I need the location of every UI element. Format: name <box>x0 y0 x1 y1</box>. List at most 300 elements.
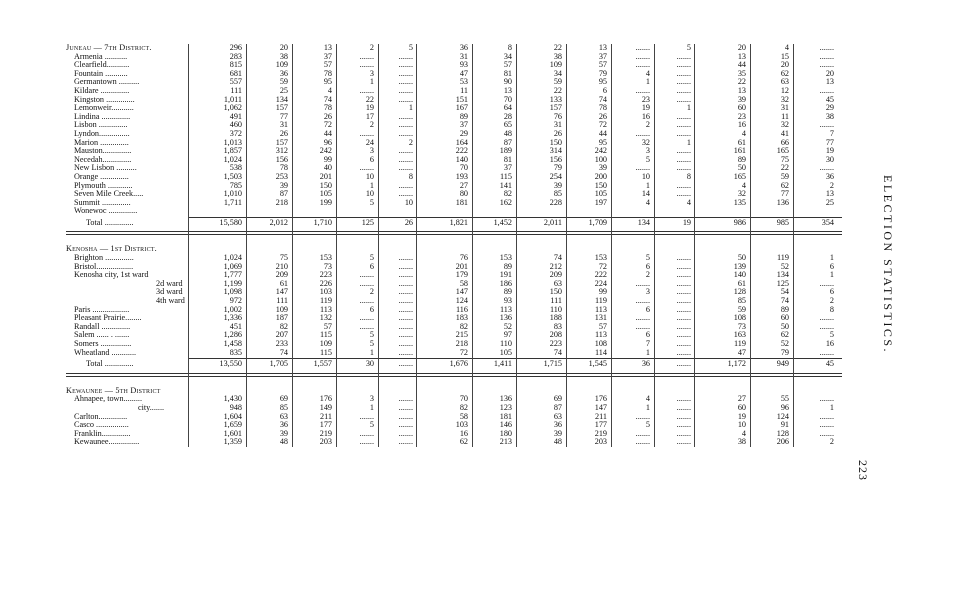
cell-col-14: 16 <box>825 339 834 348</box>
cell-col-14: 1 <box>829 253 834 263</box>
cell-col-4: 6 <box>369 261 374 271</box>
cell-col-6: 58 <box>459 278 468 288</box>
cell-col-10: ....... <box>635 313 650 323</box>
cell-col-1: 1,503 <box>223 171 242 181</box>
cell-col-2: 312 <box>275 146 288 156</box>
cell-col-4: 17 <box>365 111 374 121</box>
row-label: Paris .................. <box>74 305 130 314</box>
cell-col-12: 128 <box>733 287 746 297</box>
cell-col-4: 2 <box>369 43 374 52</box>
cell-col-8: 31 <box>553 120 562 130</box>
table-row <box>66 349 842 358</box>
cell-col-7: 213 <box>499 437 512 447</box>
cell-col-8: 188 <box>549 313 562 323</box>
cell-col-4: ....... <box>359 51 374 61</box>
cell-col-6: 47 <box>459 68 468 78</box>
table-row <box>66 96 842 105</box>
cell-col-11: 19 <box>682 217 691 227</box>
cell-col-7: 146 <box>499 420 512 430</box>
cell-col-2: 1,705 <box>269 359 288 369</box>
cell-col-2: 209 <box>275 270 288 280</box>
cell-col-12: 161 <box>733 146 746 156</box>
cell-col-11: ....... <box>676 420 691 430</box>
cell-col-5: ....... <box>398 128 413 138</box>
row-label: Kewaunee — 5th District <box>66 386 161 395</box>
cell-col-5: ....... <box>398 420 413 430</box>
cell-col-7: 1,452 <box>493 217 512 227</box>
cell-col-9: 57 <box>598 321 607 331</box>
row-label: Casco ................ <box>74 421 129 430</box>
cell-col-8: 254 <box>549 171 562 181</box>
cell-col-14: ....... <box>819 411 834 421</box>
cell-col-4: 5 <box>369 197 374 207</box>
row-label: Bristol.................. <box>74 262 134 271</box>
cell-col-13: 985 <box>776 217 789 227</box>
cell-col-10: ....... <box>635 296 650 306</box>
table-row <box>66 113 842 122</box>
table-row <box>66 306 842 315</box>
cell-col-4: ....... <box>359 270 374 280</box>
cell-col-5: ....... <box>398 359 413 369</box>
cell-col-6: 89 <box>459 111 468 121</box>
cell-col-7: 13 <box>503 85 512 95</box>
cell-col-2: 69 <box>279 394 288 404</box>
cell-col-3: 105 <box>319 189 332 199</box>
row-label: Kenosha city, 1st ward <box>74 271 149 280</box>
cell-col-8: 110 <box>550 304 562 314</box>
cell-col-9: 72 <box>598 120 607 130</box>
cell-col-6: 70 <box>459 394 468 404</box>
cell-col-8: 314 <box>549 146 562 156</box>
cell-col-2: 39 <box>279 180 288 190</box>
cell-col-4: 2 <box>369 120 374 130</box>
cell-col-3: 115 <box>320 330 332 340</box>
cell-col-13: 62 <box>780 180 789 190</box>
cell-col-3: 211 <box>320 411 332 421</box>
cell-col-8: 212 <box>549 261 562 271</box>
cell-col-9: 113 <box>595 304 607 314</box>
cell-col-9: 37 <box>598 51 607 61</box>
cell-col-10: 6 <box>645 304 650 314</box>
cell-col-13: 62 <box>780 68 789 78</box>
cell-col-13: 59 <box>780 171 789 181</box>
cell-col-12: 23 <box>737 111 746 121</box>
row-label: Wonewoc .............. <box>74 207 138 216</box>
cell-col-14: 8 <box>829 304 834 314</box>
cell-col-7: 189 <box>499 146 512 156</box>
cell-col-3: 223 <box>319 270 332 280</box>
row-label: 4th ward <box>156 297 185 306</box>
cell-col-1: 15,580 <box>219 217 242 227</box>
cell-col-12: 163 <box>733 330 746 340</box>
cell-col-14: ....... <box>819 278 834 288</box>
cell-col-4: 5 <box>369 330 374 340</box>
cell-col-1: 1,430 <box>223 394 242 404</box>
cell-col-10: 5 <box>645 154 650 164</box>
row-label: Kildare .............. <box>74 86 130 95</box>
cell-col-9: 147 <box>594 402 607 412</box>
cell-col-9: 219 <box>594 428 607 438</box>
cell-col-10: ....... <box>635 51 650 61</box>
cell-col-4: 19 <box>365 103 374 113</box>
cell-col-12: 50 <box>737 163 746 173</box>
cell-col-14: ....... <box>819 394 834 404</box>
cell-col-3: 99 <box>323 154 332 164</box>
cell-col-9: 1,709 <box>588 217 607 227</box>
cell-col-6: 1,676 <box>449 359 468 369</box>
cell-col-4: ....... <box>359 163 374 173</box>
double-rule <box>66 227 842 239</box>
cell-col-1: 1,286 <box>223 330 242 340</box>
row-label: Kingston .............. <box>74 95 135 104</box>
cell-col-12: 89 <box>737 154 746 164</box>
cell-col-5: ....... <box>398 261 413 271</box>
cell-col-10: 5 <box>645 420 650 430</box>
cell-col-5: ....... <box>398 180 413 190</box>
cell-col-13: 119 <box>777 253 789 263</box>
cell-col-6: 62 <box>459 437 468 447</box>
cell-col-1: 1,857 <box>223 146 242 156</box>
table-row <box>66 147 842 156</box>
cell-col-1: 1,659 <box>223 420 242 430</box>
column-rule <box>750 44 751 447</box>
cell-col-7: 123 <box>499 402 512 412</box>
cell-col-11: ....... <box>676 128 691 138</box>
cell-col-14: 19 <box>825 146 834 156</box>
row-label: Necedah.............. <box>74 155 132 164</box>
cell-col-2: 31 <box>279 120 288 130</box>
cell-col-8: 38 <box>553 51 562 61</box>
row-label: Germantown .......... <box>74 78 140 87</box>
cell-col-12: 1,172 <box>727 359 746 369</box>
cell-col-7: 34 <box>503 51 512 61</box>
table-row <box>66 331 842 340</box>
cell-col-6: 27 <box>459 180 468 190</box>
row-label: Summit .............. <box>74 198 131 207</box>
cell-col-3: 219 <box>319 428 332 438</box>
row-label: city....... <box>138 403 165 412</box>
cell-col-11: ....... <box>676 163 691 173</box>
cell-col-8: 79 <box>553 163 562 173</box>
cell-col-12: 140 <box>733 270 746 280</box>
cell-col-11: ....... <box>676 180 691 190</box>
cell-col-6: 11 <box>460 85 468 95</box>
cell-col-12: 4 <box>741 180 746 190</box>
cell-col-5: ....... <box>398 428 413 438</box>
column-rule <box>566 44 567 447</box>
cell-col-12: 50 <box>737 253 746 263</box>
cell-col-1: 491 <box>229 111 242 121</box>
cell-col-11: 1 <box>686 103 691 113</box>
cell-col-8: 208 <box>549 330 562 340</box>
cell-col-8: 209 <box>549 270 562 280</box>
cell-col-4: ....... <box>359 85 374 95</box>
cell-col-9: 108 <box>594 339 607 348</box>
row-label: Franklin.............. <box>74 429 131 438</box>
table-row <box>66 207 842 216</box>
cell-col-14: 13 <box>825 77 834 87</box>
cell-col-10: ....... <box>635 321 650 331</box>
cell-col-12: 13 <box>737 51 746 61</box>
cell-col-14: 1 <box>829 402 834 412</box>
cell-col-14: ....... <box>819 428 834 438</box>
row-label: Mauston.............. <box>74 147 132 156</box>
cell-col-14: ....... <box>819 163 834 173</box>
cell-col-14: ....... <box>819 321 834 331</box>
cell-col-2: 157 <box>275 103 288 113</box>
cell-col-4: 5 <box>369 339 374 348</box>
cell-col-12: 10 <box>737 420 746 430</box>
cell-col-6: 82 <box>459 402 468 412</box>
cell-col-2: 156 <box>275 154 288 164</box>
cell-col-3: 78 <box>323 68 332 78</box>
table-row <box>66 61 842 70</box>
cell-col-13: 125 <box>776 278 789 288</box>
cell-col-2: 109 <box>275 60 288 70</box>
cell-col-13: 32 <box>780 120 789 130</box>
cell-col-8: 85 <box>553 189 562 199</box>
cell-col-7: 70 <box>503 94 512 104</box>
cell-col-6: 80 <box>459 189 468 199</box>
cell-col-6: 70 <box>459 163 468 173</box>
cell-col-14: 29 <box>825 103 834 113</box>
row-label: Juneau — 7th District. <box>66 44 152 52</box>
cell-col-14: 38 <box>825 111 834 121</box>
cell-col-6: 215 <box>455 330 468 340</box>
cell-col-4: ....... <box>359 60 374 70</box>
cell-col-9: 150 <box>594 180 607 190</box>
cell-col-12: 19 <box>737 411 746 421</box>
cell-col-10: ....... <box>635 128 650 138</box>
cell-col-3: 73 <box>323 261 332 271</box>
cell-col-12: 27 <box>737 394 746 404</box>
cell-col-8: 156 <box>549 154 562 164</box>
cell-col-13: 41 <box>780 128 789 138</box>
cell-col-5: ....... <box>398 347 413 357</box>
cell-col-6: 16 <box>459 428 468 438</box>
cell-col-3: 119 <box>320 296 332 306</box>
cell-col-12: 39 <box>737 94 746 104</box>
cell-col-1: 538 <box>229 163 242 173</box>
cell-col-10: 3 <box>645 287 650 297</box>
cell-col-5: ....... <box>398 339 413 348</box>
cell-col-13: 31 <box>780 103 789 113</box>
cell-col-14: ....... <box>819 43 834 52</box>
cell-col-11: ....... <box>676 287 691 297</box>
cell-col-2: 36 <box>279 420 288 430</box>
cell-col-1: 1,011 <box>223 94 242 104</box>
cell-col-14: 2 <box>829 180 834 190</box>
cell-col-6: 1,821 <box>449 217 468 227</box>
cell-col-5: ....... <box>398 68 413 78</box>
column-rule <box>188 44 189 447</box>
cell-col-8: 34 <box>553 68 562 78</box>
table-row <box>66 263 842 272</box>
cell-col-5: 10 <box>404 197 413 207</box>
column-rule <box>472 44 473 447</box>
cell-col-2: 134 <box>275 94 288 104</box>
table-row <box>66 87 842 96</box>
table-row <box>66 271 842 280</box>
cell-col-6: 82 <box>459 321 468 331</box>
cell-col-3: 132 <box>319 313 332 323</box>
cell-col-11: ....... <box>676 68 691 78</box>
cell-col-7: 136 <box>499 394 512 404</box>
column-rule <box>416 44 417 447</box>
cell-col-4: 30 <box>365 359 374 369</box>
cell-col-10: 4 <box>645 68 650 78</box>
cell-col-7: 89 <box>503 261 512 271</box>
cell-col-12: 35 <box>737 68 746 78</box>
cell-col-14: 20 <box>825 68 834 78</box>
cell-col-5: ....... <box>398 304 413 314</box>
cell-col-12: 61 <box>737 137 746 147</box>
row-label: Lisbon .............. <box>74 121 128 130</box>
cell-col-12: 165 <box>733 171 746 181</box>
cell-col-8: 76 <box>553 111 562 121</box>
column-rule <box>654 44 655 447</box>
cell-col-7: 48 <box>503 128 512 138</box>
table-row <box>66 104 842 113</box>
cell-col-7: 93 <box>503 296 512 306</box>
cell-col-11: 5 <box>686 43 691 52</box>
cell-col-1: 460 <box>229 120 242 130</box>
cell-col-8: 69 <box>553 394 562 404</box>
cell-col-6: 93 <box>459 60 468 70</box>
cell-col-7: 1,411 <box>493 359 512 369</box>
cell-col-5: ....... <box>398 313 413 323</box>
row-label: Plymouth ............ <box>74 181 133 190</box>
cell-col-1: 681 <box>229 68 242 78</box>
cell-col-11: ....... <box>676 154 691 164</box>
cell-col-3: 177 <box>319 420 332 430</box>
cell-col-5: ....... <box>398 51 413 61</box>
cell-col-10: 134 <box>637 217 650 227</box>
cell-col-7: 81 <box>503 154 512 164</box>
cell-col-3: 176 <box>319 394 332 404</box>
cell-col-6: 164 <box>455 137 468 147</box>
cell-col-11: ....... <box>676 402 691 412</box>
cell-col-13: 62 <box>780 330 789 340</box>
cell-col-9: 200 <box>594 171 607 181</box>
cell-col-2: 111 <box>276 296 288 306</box>
cell-col-9: 99 <box>598 287 607 297</box>
cell-col-14: 25 <box>825 197 834 207</box>
cell-col-9: 224 <box>594 278 607 288</box>
cell-col-6: 222 <box>455 146 468 156</box>
cell-col-4: 24 <box>365 137 374 147</box>
column-rule <box>378 44 379 447</box>
cell-col-7: 113 <box>500 304 512 314</box>
cell-col-9: 119 <box>595 296 607 306</box>
cell-col-4: 10 <box>365 189 374 199</box>
district-header-row <box>66 245 842 254</box>
cell-col-12: 85 <box>737 296 746 306</box>
cell-col-5: ....... <box>398 278 413 288</box>
cell-col-9: 57 <box>598 60 607 70</box>
cell-col-12: 38 <box>737 437 746 447</box>
cell-col-5: ....... <box>398 94 413 104</box>
cell-col-13: 55 <box>780 394 789 404</box>
cell-col-8: 228 <box>549 197 562 207</box>
cell-col-8: 63 <box>553 411 562 421</box>
cell-col-4: 125 <box>361 217 374 227</box>
cell-col-4: 6 <box>369 304 374 314</box>
cell-col-5: ....... <box>398 411 413 421</box>
cell-col-11: ....... <box>676 261 691 271</box>
cell-col-12: 32 <box>737 189 746 199</box>
cell-col-13: 63 <box>780 77 789 87</box>
cell-col-13: 52 <box>780 261 789 271</box>
cell-col-2: 61 <box>279 278 288 288</box>
cell-col-13: 206 <box>776 437 789 447</box>
cell-col-3: 26 <box>323 111 332 121</box>
cell-col-11: ....... <box>676 359 691 369</box>
cell-col-10: ....... <box>635 437 650 447</box>
cell-col-5: 5 <box>408 43 413 52</box>
cell-col-4: 1 <box>369 402 374 412</box>
cell-col-13: 136 <box>776 197 789 207</box>
cell-col-9: 222 <box>594 270 607 280</box>
table-row <box>66 182 842 191</box>
table-row <box>66 297 842 306</box>
cell-col-6: 140 <box>455 154 468 164</box>
cell-col-2: 85 <box>279 402 288 412</box>
election-table <box>66 44 842 447</box>
cell-col-7: 90 <box>503 77 512 87</box>
cell-col-14: ....... <box>819 347 834 357</box>
cell-col-10: 14 <box>641 189 650 199</box>
cell-col-5: ....... <box>398 287 413 297</box>
cell-col-12: 22 <box>737 77 746 87</box>
cell-col-2: 75 <box>279 253 288 263</box>
cell-col-14: 354 <box>821 217 834 227</box>
cell-col-7: 180 <box>499 428 512 438</box>
cell-col-8: 22 <box>553 85 562 95</box>
cell-col-5: ....... <box>398 394 413 404</box>
cell-col-5: ....... <box>398 60 413 70</box>
cell-col-8: 48 <box>553 437 562 447</box>
cell-col-8: 26 <box>553 128 562 138</box>
cell-col-2: 82 <box>279 321 288 331</box>
cell-col-11: ....... <box>676 94 691 104</box>
cell-col-13: 77 <box>780 189 789 199</box>
cell-col-4: 1 <box>369 347 374 357</box>
cell-col-10: 5 <box>645 253 650 263</box>
cell-col-10: 3 <box>645 146 650 156</box>
row-label: 3d ward <box>156 288 183 297</box>
cell-col-5: ....... <box>398 296 413 306</box>
table-row <box>66 340 842 349</box>
cell-col-1: 1,013 <box>223 137 242 147</box>
cell-col-7: 65 <box>503 120 512 130</box>
cell-col-3: 242 <box>319 146 332 156</box>
cell-col-11: ....... <box>676 253 691 263</box>
row-label: Total .............. <box>86 360 134 369</box>
cell-col-1: 1,777 <box>223 270 242 280</box>
cell-col-9: 95 <box>598 77 607 87</box>
cell-col-8: 1,715 <box>543 359 562 369</box>
cell-col-13: 20 <box>780 60 789 70</box>
cell-col-5: ....... <box>398 163 413 173</box>
cell-col-13: 66 <box>780 137 789 147</box>
cell-col-13: 52 <box>780 339 789 348</box>
cell-col-3: 40 <box>323 163 332 173</box>
cell-col-13: 124 <box>776 411 789 421</box>
cell-col-2: 218 <box>275 197 288 207</box>
cell-col-7: 87 <box>503 137 512 147</box>
cell-col-3: 74 <box>323 94 332 104</box>
